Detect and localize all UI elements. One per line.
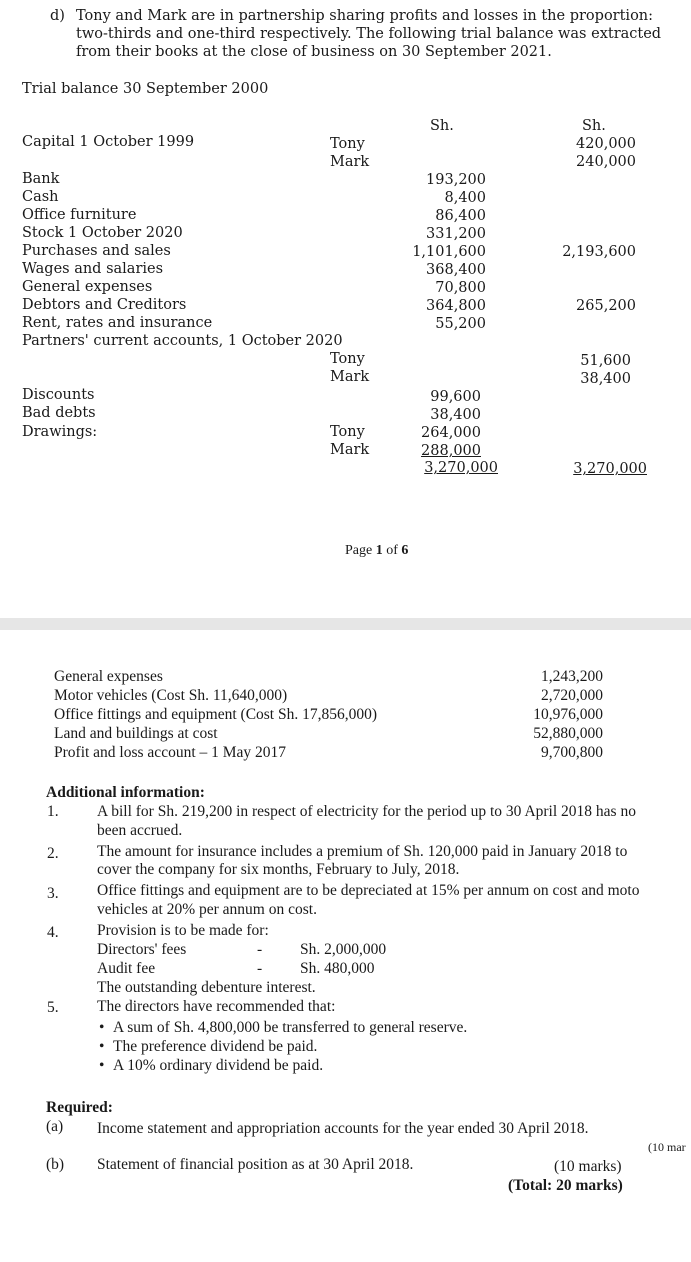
item-number: 4. bbox=[47, 924, 59, 941]
tb-row-sub: Tony bbox=[330, 351, 365, 367]
tb-row-sub: Tony bbox=[330, 136, 365, 152]
tb-row-debit: 99,600 bbox=[430, 389, 481, 405]
tb-row-label: Discounts bbox=[22, 387, 95, 403]
balance-value: 2,720,000 bbox=[541, 687, 603, 704]
tb-row-label: General expenses bbox=[22, 279, 153, 295]
provision-dash: - bbox=[257, 960, 263, 977]
question-line-2: two-thirds and one-third respectively. The following trial balance was extracted bbox=[76, 26, 662, 42]
tb-row-credit: 240,000 bbox=[576, 154, 636, 170]
balance-label: Office fittings and equipment (Cost Sh. 17,856,000) bbox=[54, 706, 378, 723]
tb-row-label: Office furniture bbox=[22, 207, 137, 223]
item-text: The directors have recommended that: bbox=[97, 998, 336, 1015]
tb-row-debit: 38,400 bbox=[430, 407, 481, 423]
tb-row-sub: Tony bbox=[330, 424, 365, 440]
tb-row-label: Debtors and Creditors bbox=[22, 297, 187, 313]
question-line-3: from their books at the close of business on 30 September 2021. bbox=[76, 44, 552, 60]
total-credit: 3,270,000 bbox=[573, 461, 647, 477]
tb-row-debit: 70,800 bbox=[435, 280, 486, 296]
required-a-marks: (10 mar bbox=[648, 1140, 686, 1154]
page-one bbox=[0, 0, 691, 618]
tb-row-credit: 420,000 bbox=[576, 136, 636, 152]
bullet-icon: • bbox=[99, 1038, 105, 1055]
tb-row-debit: 193,200 bbox=[426, 172, 486, 188]
question-label: d) bbox=[50, 8, 65, 24]
debit-column-header: Sh. bbox=[430, 118, 454, 134]
tb-row-debit: 288,000 bbox=[421, 443, 481, 459]
tb-row-label: Wages and salaries bbox=[22, 261, 164, 277]
item-text: been accrued. bbox=[97, 822, 183, 839]
tb-row-credit: 51,600 bbox=[580, 353, 631, 369]
balance-label: General expenses bbox=[54, 668, 163, 685]
bullet-icon: • bbox=[99, 1057, 105, 1074]
tb-row-label: Rent, rates and insurance bbox=[22, 315, 213, 331]
item-number: 5. bbox=[47, 999, 59, 1016]
page-two bbox=[0, 630, 691, 1262]
total-marks: (Total: 20 marks) bbox=[508, 1177, 623, 1194]
tb-row-debit: 1,101,600 bbox=[412, 244, 486, 260]
item-text: cover the company for six months, February to July, 2018. bbox=[97, 861, 460, 878]
tb-row-debit: 8,400 bbox=[444, 190, 486, 206]
provision-label: Directors' fees bbox=[97, 941, 187, 958]
tb-row-label: Cash bbox=[22, 189, 59, 205]
required-heading: Required: bbox=[46, 1099, 113, 1116]
required-b-text: Statement of financial position as at 30 April 2018. bbox=[97, 1156, 414, 1173]
bullet-icon: • bbox=[99, 1019, 105, 1036]
tb-row-sub: Mark bbox=[330, 442, 370, 458]
tb-row-debit: 368,400 bbox=[426, 262, 486, 278]
tb-row-credit: 2,193,600 bbox=[562, 244, 636, 260]
page-divider bbox=[0, 618, 691, 630]
required-a-label: (a) bbox=[46, 1118, 64, 1135]
balance-label: Profit and loss account – 1 May 2017 bbox=[54, 744, 287, 761]
bullet-text: A sum of Sh. 4,800,000 be transferred to general reserve. bbox=[113, 1019, 468, 1036]
balance-label: Motor vehicles (Cost Sh. 11,640,000) bbox=[54, 687, 288, 704]
provision-label: Audit fee bbox=[97, 960, 156, 977]
credit-column-header: Sh. bbox=[582, 118, 606, 134]
tb-row-debit: 264,000 bbox=[421, 425, 481, 441]
balance-value: 10,976,000 bbox=[533, 706, 603, 723]
tb-row-debit: 364,800 bbox=[426, 298, 486, 314]
tb-row-credit: 265,200 bbox=[576, 298, 636, 314]
tb-row-debit: 331,200 bbox=[426, 226, 486, 242]
bullet-text: The preference dividend be paid. bbox=[113, 1038, 318, 1055]
tb-row-label: Capital 1 October 1999 bbox=[22, 134, 195, 150]
provision-value: Sh. 480,000 bbox=[300, 960, 375, 977]
item-text: Provision is to be made for: bbox=[97, 922, 269, 939]
tb-row-label: Bank bbox=[22, 171, 60, 187]
provision-value: Sh. 2,000,000 bbox=[300, 941, 387, 958]
provision-dash: - bbox=[257, 941, 263, 958]
item-number: 2. bbox=[47, 845, 59, 862]
balance-label: Land and buildings at cost bbox=[54, 725, 218, 742]
trial-balance-title: Trial balance 30 September 2000 bbox=[22, 81, 269, 97]
tb-row-sub: Mark bbox=[330, 369, 370, 385]
required-a-text: Income statement and appropriation accounts for the year ended 30 April 2018. bbox=[97, 1120, 589, 1137]
question-line-1: Tony and Mark are in partnership sharing profits and losses in the proportion: bbox=[76, 8, 654, 24]
tb-row-debit: 86,400 bbox=[435, 208, 486, 224]
additional-info-heading: Additional information: bbox=[46, 784, 205, 801]
required-b-label: (b) bbox=[46, 1156, 65, 1173]
tb-row-credit: 38,400 bbox=[580, 371, 631, 387]
tb-row-label: Bad debts bbox=[22, 405, 96, 421]
required-b-marks: (10 marks) bbox=[554, 1158, 622, 1175]
item-text: Office fittings and equipment are to be depreciated at 15% per annum on cost and moto bbox=[97, 882, 640, 899]
bullet-text: A 10% ordinary dividend be paid. bbox=[113, 1057, 324, 1074]
item-text: The amount for insurance includes a premium of Sh. 120,000 paid in January 2018 to bbox=[97, 843, 628, 860]
item-number: 1. bbox=[47, 803, 59, 820]
balance-value: 9,700,800 bbox=[541, 744, 603, 761]
total-debit: 3,270,000 bbox=[424, 460, 498, 476]
tb-row-sub: Mark bbox=[330, 154, 370, 170]
item-text: The outstanding debenture interest. bbox=[97, 979, 316, 996]
item-number: 3. bbox=[47, 885, 59, 902]
item-text: vehicles at 20% per annum on cost. bbox=[97, 901, 317, 918]
tb-row-label: Purchases and sales bbox=[22, 243, 171, 259]
item-text: A bill for Sh. 219,200 in respect of electricity for the period up to 30 April 2018 has no bbox=[97, 803, 636, 820]
balance-value: 52,880,000 bbox=[533, 725, 603, 742]
page-number: Page 1 of 6 bbox=[345, 543, 409, 558]
tb-row-label: Stock 1 October 2020 bbox=[22, 225, 183, 241]
balance-value: 1,243,200 bbox=[541, 668, 603, 685]
tb-row-label: Drawings: bbox=[22, 424, 98, 440]
tb-row-debit: 55,200 bbox=[435, 316, 486, 332]
tb-row-label: Partners' current accounts, 1 October 2020 bbox=[22, 333, 343, 349]
